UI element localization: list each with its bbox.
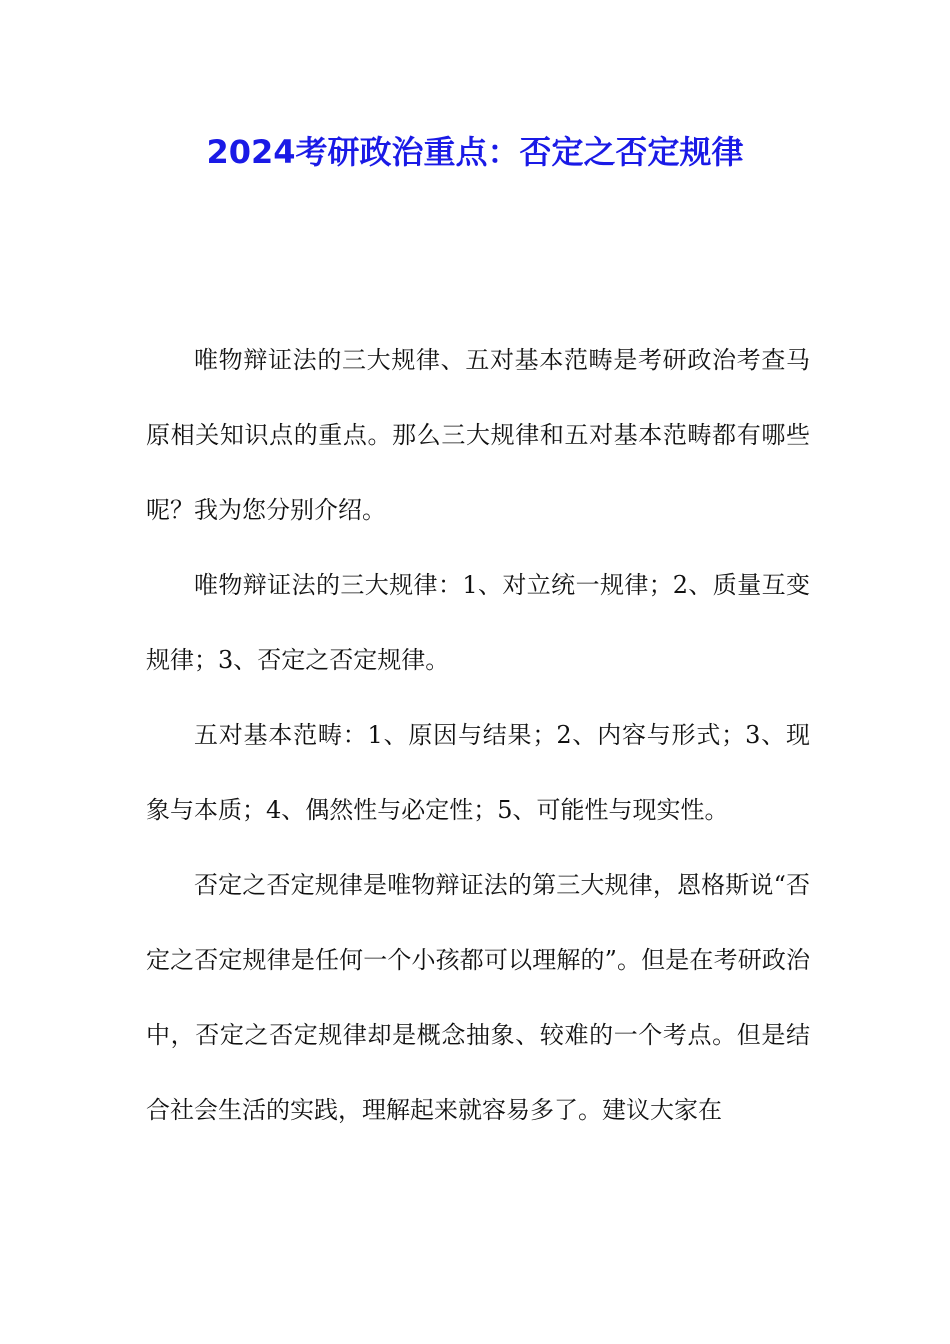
paragraph-five-categories: 五对基本范畴：1、原因与结果；2、内容与形式；3、现象与本质；4、偶然性与必定性；5、可能性与现实性。 bbox=[146, 721, 810, 824]
negation-section bbox=[146, 848, 810, 1148]
paragraph-negation-law: 否定之否定规律是唯物辩证法的第三大规律，恩格斯说“否定之否定规律是任何一个小孩都可以理解的”。但是在考研政治中，否定之否定规律却是概念抽象、较难的一个考点。但是结合社会生活的实践，理解起来就容易多了。建议大家在 bbox=[146, 871, 810, 1124]
page-title: 2024考研政治重点：否定之否定规律 bbox=[206, 133, 744, 171]
paragraph-intro: 唯物辩证法的三大规律、五对基本范畴是考研政治考查马原相关知识点的重点。那么三大规律和五对基本范畴都有哪些呢？我为您分别介绍。 bbox=[146, 346, 810, 524]
intro-section bbox=[146, 323, 810, 848]
paragraph-three-laws: 唯物辩证法的三大规律：1、对立统一规律；2、质量互变规律；3、否定之否定规律。 bbox=[146, 571, 810, 674]
